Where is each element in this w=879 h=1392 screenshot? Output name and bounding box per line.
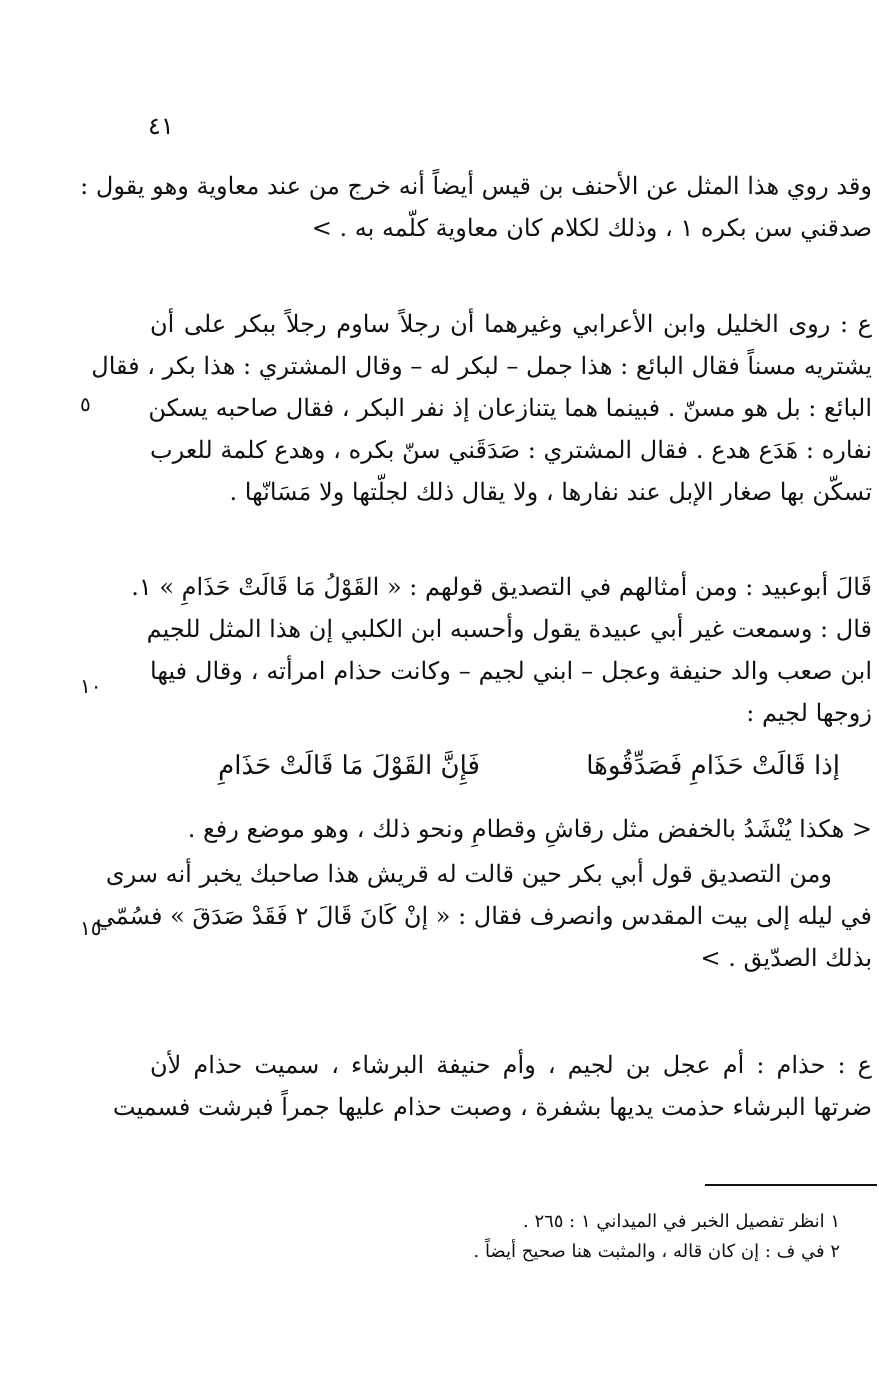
page-number: ٤١ (148, 112, 174, 140)
footnote-2: ٢ في ف : إن كان قاله ، والمثبت هنا صحيح أيضاً . (473, 1241, 840, 1262)
margin-line-number: ٥ (80, 392, 91, 416)
paragraph-3 (131, 566, 872, 734)
text-line: ومن التصديق قول أبي بكر حين قالت له قريش هذا صاحبك يخبر أنه سرى (105, 860, 832, 888)
text-line: البائع : بل هو مسنّ . فبينما هما يتنازعان إذ نفر البكر ، فقال صاحبه يسكن (148, 394, 872, 422)
text-line: تسكّن بها صغار الإبل عند نفارها ، ولا يقال ذلك لجلّتها ولا مَسَانّها . (229, 478, 872, 506)
paragraph-6 (112, 1044, 872, 1128)
text-line: في ليله إلى بيت المقدس وانصرف فقال : « إنْ كَانَ قَالَ ٢ فَقَدْ صَدَقَ » فسُمّي (95, 902, 872, 930)
text-line: صدقني سن بكره ١ ، وذلك لكلام كان معاوية كلّمه به . > (311, 214, 872, 242)
verse-hemistich-right: إذا قَالَتْ حَذَامِ فَصَدِّقُوهَا (586, 751, 840, 781)
paragraph-1 (80, 165, 872, 249)
paragraph-2 (91, 303, 872, 513)
text-line: ضرتها البرشاء حذمت يديها بشفرة ، وصبت حذام عليها جمراً فبرشت فسميت (112, 1093, 872, 1121)
verse-hemistich-left: فَإِنَّ القَوْلَ مَا قَالَتْ حَذَامِ (218, 751, 480, 781)
paragraph-5 (95, 853, 872, 979)
text-line: ع : روى الخليل وابن الأعرابي وغيرهما أن رجلاً ساوم رجلاً ببكر على أن (150, 310, 872, 338)
text-line: وقد روي هذا المثل عن الأحنف بن قيس أيضاً أنه خرج من عند معاوية وهو يقول : (80, 172, 872, 200)
margin-line-number: ١٥ (80, 916, 102, 940)
text-line: ع : حذام : أم عجل بن لجيم ، وأم حنيفة البرشاء ، سميت حذام لأن (150, 1051, 872, 1079)
text-line: < هكذا يُنْشَدُ بالخفض مثل رقاشِ وقطامِ ونحو ذلك ، وهو موضع رفع . (187, 815, 872, 843)
footnote-1: ١ انظر تفصيل الخبر في الميداني ١ : ٢٦٥ . (522, 1211, 840, 1232)
margin-line-number: ١٠ (80, 674, 102, 698)
text-line: زوجها لجيم : (746, 699, 872, 727)
text-line: بذلك الصدّيق . > (700, 944, 872, 972)
paragraph-4 (150, 808, 872, 850)
text-line: ابن صعب والد حنيفة وعجل – ابني لجيم – وكانت حذام امرأته ، وقال فيها (150, 657, 872, 685)
text-line: قَالَ أبوعبيد : ومن أمثالهم في التصديق قولهم : « القَوْلُ مَا قَالَتْ حَذَامِ » ١. (131, 573, 872, 601)
text-line: يشتريه مسناً فقال البائع : هذا جمل – لبكر له – وقال المشتري : هذا بكر ، فقال (91, 352, 872, 380)
text-line: نفاره : هَدَع هدع . فقال المشتري : صَدَقَني سنّ بكره ، وهدع كلمة للعرب (150, 436, 872, 464)
footnote-rule (705, 1184, 877, 1186)
text-line: قال : وسمعت غير أبي عبيدة يقول وأحسبه ابن الكلبي إن هذا المثل للجيم (146, 615, 872, 643)
